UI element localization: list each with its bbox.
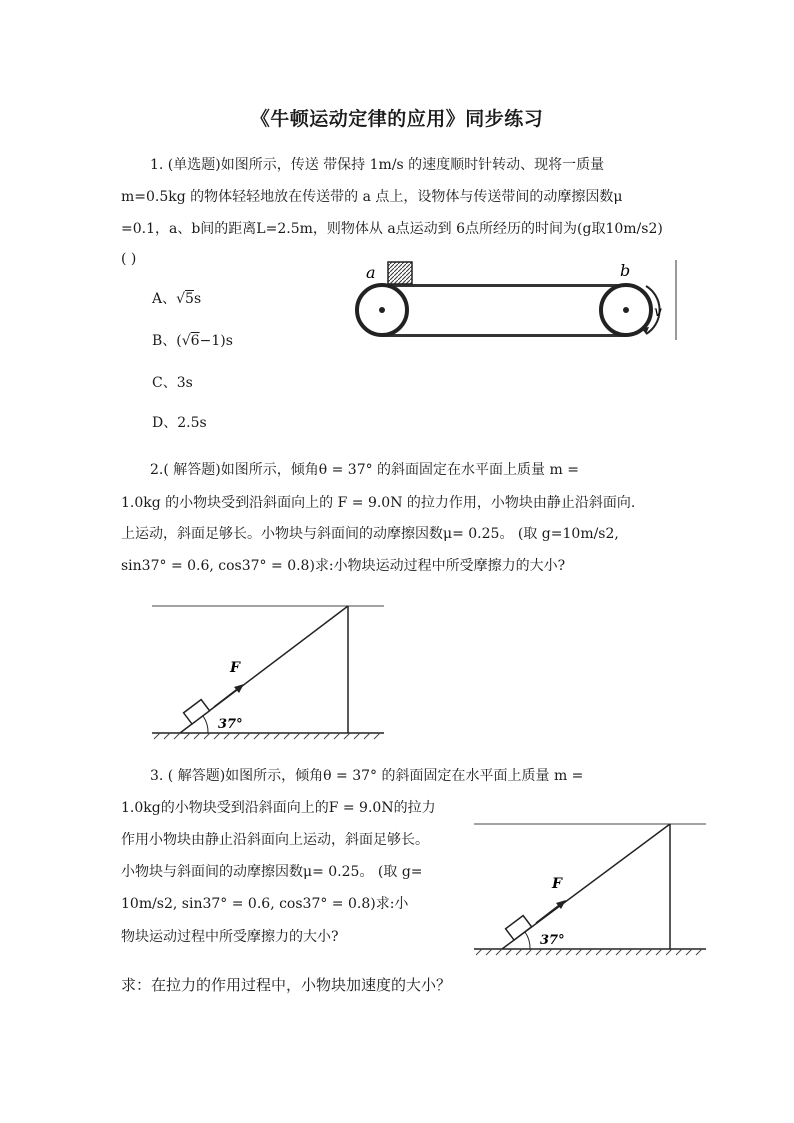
force-arrow (214, 687, 240, 707)
q3-line-5: 10m/s2, sin37° = 0.6, cos37° = 0.8)求:小 (121, 896, 409, 912)
option-a-prefix: A、 (152, 291, 177, 307)
object-block (388, 262, 412, 284)
q3-followup: 求：在拉力的作用过程中，小物块加速度的大小？ (121, 976, 452, 994)
angle-label: 37° (540, 933, 565, 948)
q3-line-4: 小物块与斜面间的动摩擦因数μ= 0.25。 (取 g= (121, 864, 423, 880)
ground-hatch (154, 733, 380, 739)
incline-figure-q3 (474, 818, 710, 960)
label-b: b (620, 261, 631, 280)
sqrt-sign: √ (176, 291, 186, 307)
option-b (152, 332, 233, 350)
q2-line-1: 2.( 解答题)如图所示，倾角θ = 37° 的斜面固定在水平面上质量 m = (150, 462, 579, 478)
q3-line-3: 作用小物块由静止沿斜面向上运动，斜面足够长。 (121, 832, 429, 848)
conveyor-belt-figure (358, 256, 680, 342)
belt-bottom (382, 334, 626, 337)
q1-line-3: =0.1，a、b间的距离L=2.5m，则物体从 a点运动到 6点所经历的时间为(g取10m/s2) (121, 221, 663, 237)
left-pulley-axle (379, 307, 385, 313)
q3-line-6: 物块运动过程中所受摩擦力的大小? (121, 929, 339, 945)
angle-arc (203, 716, 208, 733)
option-b-suffix: −1)s (199, 333, 233, 349)
page-title: 《牛顿运动定律的应用》同步练习 (250, 108, 544, 130)
sqrt-sign: √ (181, 333, 191, 349)
option-b-radicand: 6 (190, 333, 200, 349)
force-label: F (230, 660, 240, 676)
option-c: C、3s (152, 375, 193, 391)
right-pulley-axle (623, 307, 629, 313)
q1-line-4: ( ) (121, 251, 137, 267)
q2-line-2: 1.0kg 的小物块受到沿斜面向上的 F = 9.0N 的拉力作用，小物块由静止沿斜面向. (121, 495, 636, 511)
q1-line-1: 1. (单选题)如图所示，传送 带保持 1m/s 的速度顺时针转动、现将一质量 (150, 157, 605, 173)
option-a-radicand: 5 (185, 291, 194, 307)
option-a-suffix: s (193, 291, 202, 307)
option-d: D、2.5s (152, 415, 207, 431)
q3-line-1: 3. ( 解答题)如图所示，倾角θ = 37° 的斜面固定在水平面上质量 m = (150, 768, 584, 784)
force-label: F (552, 876, 562, 892)
option-a (152, 290, 201, 308)
q1-line-2: m=0.5kg 的物体轻轻地放在传送带的 a 点上，设物体与传送带间的动摩擦因数μ (121, 189, 623, 205)
ground-hatch (476, 949, 702, 955)
belt-top (382, 284, 626, 287)
q2-line-4: sin37° = 0.6, cos37° = 0.8)求:小物块运动过程中所受摩擦力的大小? (121, 558, 566, 574)
incline-figure-q2 (152, 600, 388, 742)
label-v: v (654, 304, 662, 320)
label-a: a (366, 263, 376, 282)
force-arrow (536, 903, 562, 923)
q3-line-2: 1.0kg的小物块受到沿斜面向上的F = 9.0N的拉力 (121, 800, 436, 816)
q2-line-3: 上运动，斜面足够长。小物块与斜面间的动摩擦因数μ= 0.25。 (取 g=10m/s2, (121, 526, 619, 542)
angle-arc (525, 932, 530, 949)
angle-label: 37° (218, 717, 243, 732)
option-b-prefix: B、( (152, 333, 182, 349)
